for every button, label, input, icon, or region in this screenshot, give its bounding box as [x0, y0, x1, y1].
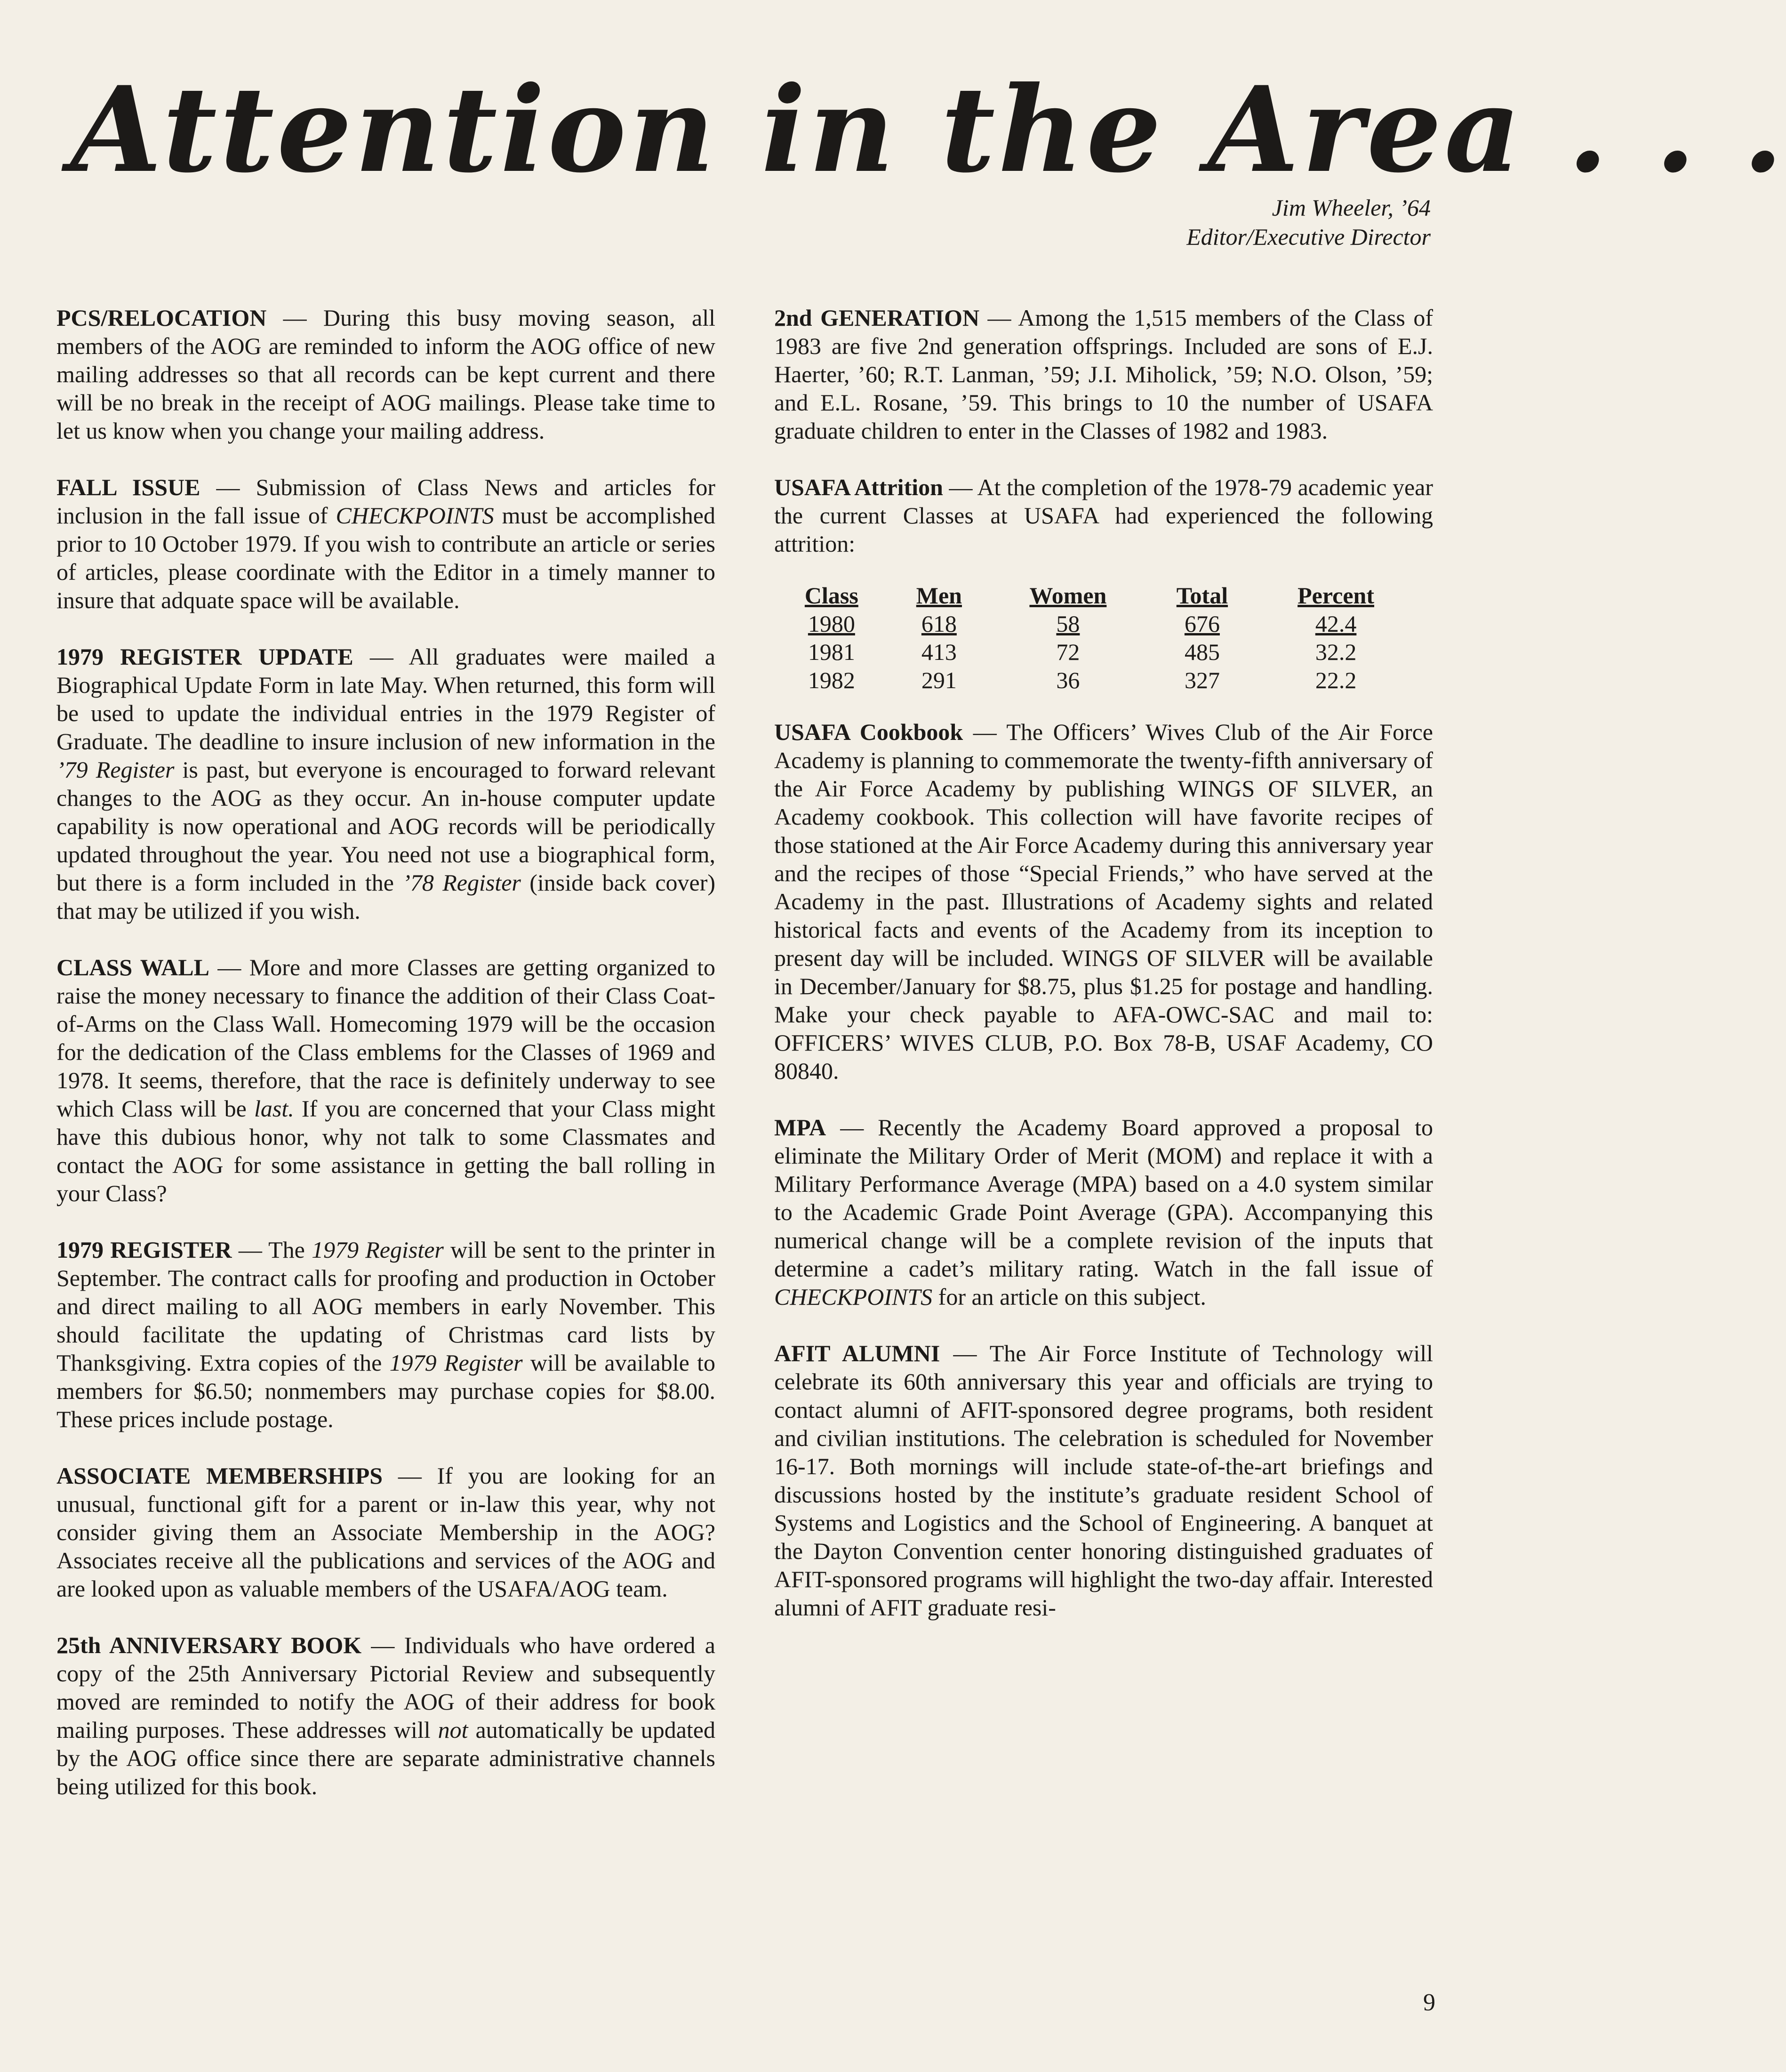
page-title: Attention in the Area . . .	[71, 60, 1786, 199]
byline-name: Jim Wheeler, ’64	[1272, 194, 1431, 221]
item-associate-memberships: ASSOCIATE MEMBERSHIPS — If you are looking for an unusual, functional gift for a parent or in-law this year, why not consider giving them an Associate Membership in the AOG? Associates receive all the publications and services of the AOG and are looked upon as valuable members of the USAFA/AOG team.	[56, 1462, 715, 1602]
column-header: Men	[916, 582, 962, 609]
column-header: Total	[1176, 582, 1228, 609]
item-1979-register: 1979 REGISTER — The 1979 Register will be sent to the printer in September. The contract calls for proofing and production in October and direct mailing to all AOG members in early November. This should facilitate the updating of Christmas card lists by Thanksgiving. Extra copies of the 1979 Register will be available to members for $6.50; nonmembers may purchase copies for $8.00. These prices include postage.	[56, 1237, 715, 1432]
page-number: 9	[1423, 1989, 1435, 2016]
byline-role: Editor/Executive Director	[1186, 224, 1431, 250]
item-pcs-relocation: PCS/RELOCATION — During this busy moving season, all members of the AOG are reminded to inform the AOG office of new mailing addresses so that all records can be kept current and there will be no break in the receipt of AOG mailings. Please take time to let us know when you change your mailing address.	[56, 305, 715, 444]
item-usafa-cookbook: USAFA Cookbook — The Officers’ Wives Club of the Air Force Academy is planning to commemorate the twenty-fifth anniversary of the Air Force Academy by publishing WINGS OF SILVER, an Academy cookbook. This collection will have favorite recipes of those stationed at the Air Force Academy during this anniversary year and the recipes of those “Special Friends,” who have served at the Academy in the past. Illustrations of Academy sights and related historical facts and events of the Academy from its inception to present day will be included. WINGS OF SILVER will be available in December/January for $8.75, plus $1.25 for postage and handling. Make your check payable to AFA-OWC-SAC and mail to: OFFICERS’ WIVES CLUB, P.O. Box 78-B, USAF Academy, CO 80840.	[774, 719, 1433, 1084]
column-header: Women	[1029, 582, 1107, 609]
left-column	[56, 304, 715, 1829]
table-header-row	[774, 581, 1414, 610]
item-afit-alumni: AFIT ALUMNI — The Air Force Institute of Technology will celebrate its 60th anniversary this year and officials are trying to contact alumni of AFIT-sponsored degree programs, both resident and civilian institutions. The celebration is scheduled for November 16-17. Both mornings will include state-of-the-art briefings and discussions hosted by the institute’s graduate resident School of Systems and Logistics and the School of Engineering. A banquet at the Dayton Convention center honoring distinguished graduates of AFIT-sponsored programs will highlight the two-day affair. Interested alumni of AFIT graduate resi-	[774, 1340, 1433, 1621]
column-header: Percent	[1297, 582, 1374, 609]
column-header: Class	[804, 582, 858, 609]
item-2nd-generation: 2nd GENERATION — Among the 1,515 members of the Class of 1983 are five 2nd generation offsprings. Included are sons of E.J. Haerter, ’60; R.T. Lanman, ’59; J.I. Miholick, ’59; N.O. Olson, ’59; and E.L. Rosane, ’59. This brings to 10 the number of USAFA graduate children to enter in the Classes of 1982 and 1983.	[774, 305, 1433, 444]
right-column	[774, 304, 1433, 1650]
table-row: 1982 291 36 327 22.2	[808, 667, 1357, 693]
item-fall-issue: FALL ISSUE — Submission of Class News and articles for inclusion in the fall issue of CHECKPOINTS must be accomplished prior to 10 October 1979. If you wish to contribute an article or series of articles, please coordinate with the Editor in a timely manner to insure that adquate space will be available.	[56, 474, 715, 613]
table-row: 1981 413 72 485 32.2	[808, 639, 1357, 665]
item-mpa: MPA — Recently the Academy Board approved a proposal to eliminate the Military Order of Merit (MOM) and replace it with a Military Performance Average (MPA) based on a 4.0 system similar to the Academic Grade Point Average (GPA). Accompanying this numerical change will be a complete revision of the inputs that determine a cadet’s military rating. Watch in the fall issue of CHECKPOINTS for an article on this subject.	[774, 1114, 1433, 1310]
item-25th-anniversary-book: 25th ANNIVERSARY BOOK — Individuals who have ordered a copy of the 25th Anniversary Pictorial Review and subsequently moved are reminded to notify the AOG of their address for book mailing purposes. These addresses will not automatically be updated by the AOG office since there are separate administrative channels being utilized for this book.	[56, 1632, 715, 1799]
item-usafa-attrition: USAFA Attrition — At the completion of the 1978-79 academic year the current Classes at USAFA had experienced the following attrition:	[774, 474, 1433, 557]
attrition-table	[774, 581, 1414, 694]
byline	[1186, 193, 1431, 251]
table-row: 1980 618 58 676 42.4	[808, 610, 1357, 637]
item-register-update: 1979 REGISTER UPDATE — All graduates were mailed a Biographical Update Form in late May. When returned, this form will be used to update the individual entries in the 1979 Register of Graduate. The deadline to insure inclusion of new information in the ’79 Register is past, but everyone is encouraged to forward relevant changes to the AOG as they occur. An in-house computer update capability is now operational and AOG records will be periodically updated throughout the year. You need not use a biographical form, but there is a form included in the ’78 Register (inside back cover) that may be utilized if you wish.	[56, 643, 716, 924]
item-class-wall: CLASS WALL — More and more Classes are getting organized to raise the money necessary to finance the addition of their Class Coat-of-Arms on the Class Wall. Homecoming 1979 will be the occasion for the dedication of the Class emblems for the Classes of 1969 and 1978. It seems, therefore, that the race is definitely underway to see which Class will be last. If you are concerned that your Class might have this dubious honor, why not talk to some Classmates and contact the AOG for some assistance in getting the ball rolling in your Class?	[56, 954, 715, 1206]
